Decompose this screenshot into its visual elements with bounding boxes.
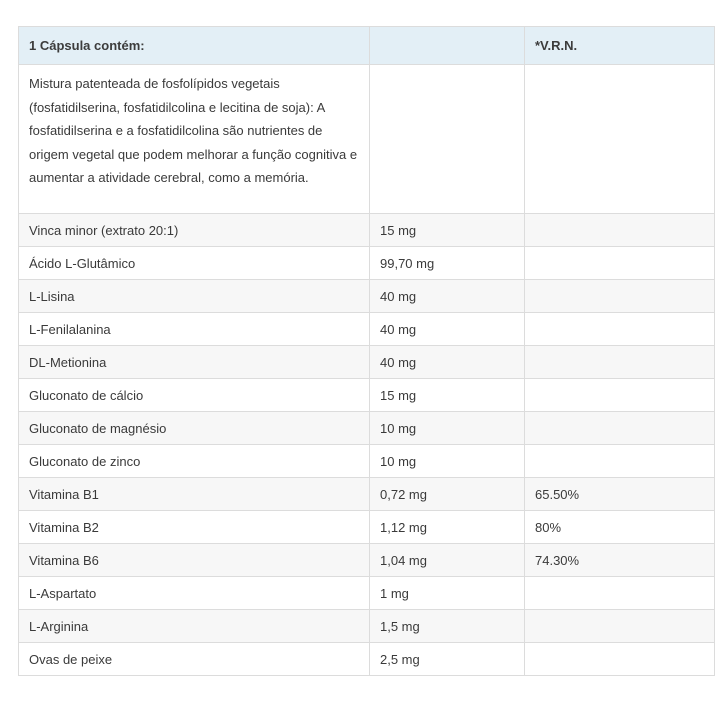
amount-cell: 40 mg [370, 280, 525, 313]
table-row [19, 577, 715, 610]
amount-cell: 15 mg [370, 214, 525, 247]
vrn-cell [525, 610, 715, 643]
nutrition-table [18, 26, 715, 676]
ingredient-cell: DL-Metionina [19, 346, 370, 379]
nutrition-table-container [18, 26, 714, 676]
table-row [19, 247, 715, 280]
header-ingredient: 1 Cápsula contém: [19, 27, 370, 65]
vrn-cell [525, 214, 715, 247]
table-row [19, 379, 715, 412]
amount-cell: 40 mg [370, 313, 525, 346]
table-header [19, 27, 715, 65]
header-row [19, 27, 715, 65]
table-row [19, 280, 715, 313]
vrn-cell [525, 379, 715, 412]
amount-cell: 10 mg [370, 445, 525, 478]
amount-cell: 1,04 mg [370, 544, 525, 577]
ingredient-cell: Vinca minor (extrato 20:1) [19, 214, 370, 247]
ingredient-cell: Vitamina B6 [19, 544, 370, 577]
table-row [19, 346, 715, 379]
vrn-cell [525, 280, 715, 313]
ingredient-cell: L-Fenilalanina [19, 313, 370, 346]
amount-cell [370, 65, 525, 214]
table-row [19, 445, 715, 478]
table-row [19, 65, 715, 214]
vrn-cell [525, 346, 715, 379]
header-vrn: *V.R.N. [525, 27, 715, 65]
vrn-cell [525, 247, 715, 280]
table-row [19, 610, 715, 643]
ingredient-cell: Gluconato de zinco [19, 445, 370, 478]
amount-cell: 10 mg [370, 412, 525, 445]
vrn-cell [525, 313, 715, 346]
table-row [19, 214, 715, 247]
vrn-cell: 74.30% [525, 544, 715, 577]
amount-cell: 2,5 mg [370, 643, 525, 676]
amount-cell: 0,72 mg [370, 478, 525, 511]
vrn-cell [525, 577, 715, 610]
table-row [19, 643, 715, 676]
ingredient-cell: Vitamina B1 [19, 478, 370, 511]
ingredient-cell: L-Arginina [19, 610, 370, 643]
amount-cell: 1,5 mg [370, 610, 525, 643]
vrn-cell [525, 445, 715, 478]
ingredient-cell: L-Lisina [19, 280, 370, 313]
vrn-cell: 65.50% [525, 478, 715, 511]
amount-cell: 40 mg [370, 346, 525, 379]
table-row [19, 313, 715, 346]
table-row [19, 478, 715, 511]
amount-cell: 99,70 mg [370, 247, 525, 280]
ingredient-cell: Gluconato de magnésio [19, 412, 370, 445]
amount-cell: 1,12 mg [370, 511, 525, 544]
ingredient-cell: Ovas de peixe [19, 643, 370, 676]
table-row [19, 544, 715, 577]
ingredient-cell: L-Aspartato [19, 577, 370, 610]
vrn-cell [525, 412, 715, 445]
amount-cell: 15 mg [370, 379, 525, 412]
vrn-cell [525, 65, 715, 214]
vrn-cell: 80% [525, 511, 715, 544]
ingredient-cell: Vitamina B2 [19, 511, 370, 544]
ingredient-cell: Ácido L-Glutâmico [19, 247, 370, 280]
ingredient-cell: Gluconato de cálcio [19, 379, 370, 412]
header-amount [370, 27, 525, 65]
ingredient-cell: Mistura patenteada de fosfolípidos vegetais (fosfatidilserina, fosfatidilcolina e lecitina de soja): A fosfatidilserina e a fosfatidilcolina são nutrientes de origem vegetal que podem melhorar a função cognitiva e aumentar a atividade cerebral, como a memória. [19, 65, 370, 214]
table-body [19, 65, 715, 676]
table-row [19, 412, 715, 445]
vrn-cell [525, 643, 715, 676]
table-row [19, 511, 715, 544]
amount-cell: 1 mg [370, 577, 525, 610]
